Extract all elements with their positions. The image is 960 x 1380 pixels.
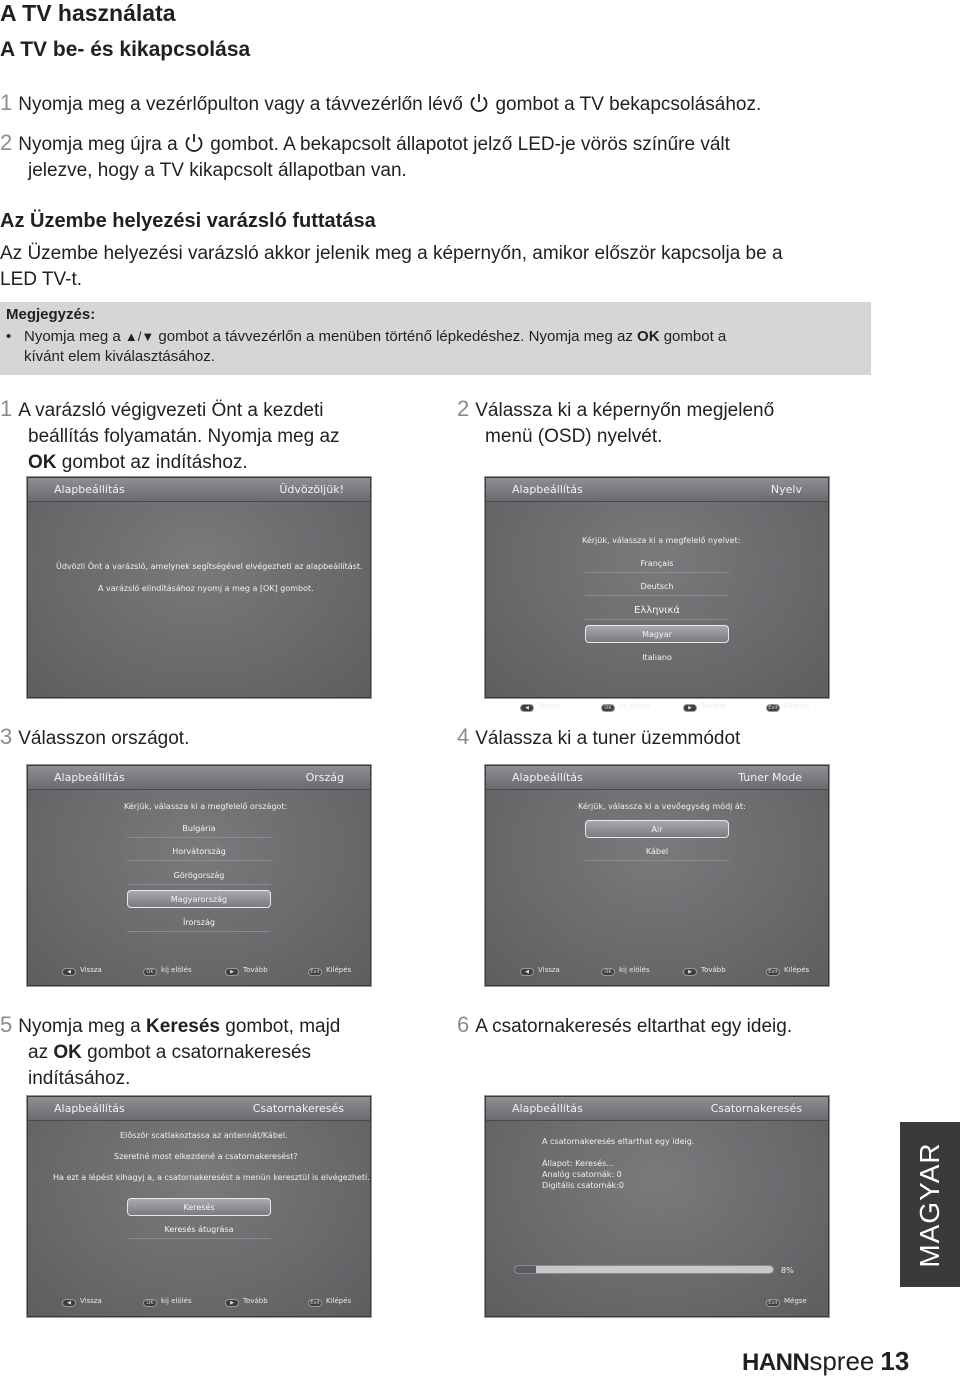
search-option-selected[interactable]: Keresés [127, 1198, 271, 1216]
tuner-option[interactable]: Kábel [585, 843, 729, 861]
osd-language: Alapbeállítás Nyelv Kérjük, válassza ki a megfelelő nyelvet: Français Deutsch Ελληνικά Magyar Italiano ◀ Vissza OK kij elölés ▶ Tovább Exit Kilépés [485, 477, 829, 698]
country-option[interactable]: Horvátország [127, 843, 271, 861]
power-icon [183, 132, 205, 154]
country-option[interactable]: Görögország [127, 867, 271, 885]
country-option[interactable]: Bulgária [127, 820, 271, 838]
onoff-step-1: 1 Nyomja meg a vezérlőpulton vagy a távvezérlőn lévő gombot a TV bekapcsolásához. [0, 90, 762, 115]
wizard-step-1: 1 A varázsló végigvezeti Önt a kezdeti beállítás folyamatán. Nyomja meg az OK gombot az indításhoz. [0, 396, 340, 473]
section-title-onoff: A TV be- és kikapcsolása [0, 38, 251, 61]
wizard-step-2: 2 Válassza ki a képernyőn megjelenő menü (OSD) nyelvét. [457, 396, 775, 447]
language-tab: MAGYAR [900, 1122, 960, 1287]
note-title: Megjegyzés: [6, 306, 96, 323]
osd-channel-search-progress: Alapbeállítás Csatornakeresés A csatornakeresés eltarthat egy ideig. Állapot: Keresés... Analóg csatornák: 0 Digitális csatornák:0 8% Exit Mégse [485, 1096, 829, 1317]
note-box [0, 302, 871, 375]
progress-label: 8% [781, 1266, 794, 1275]
brand-footer: HANNspree 13 [742, 1346, 910, 1376]
wizard-step-3: 3 Válasszon országot. [0, 724, 190, 749]
country-option[interactable]: Írország [127, 914, 271, 932]
skip-search-option[interactable]: Keresés átugrása [127, 1221, 271, 1239]
osd-channel-search-prompt: Alapbeállítás Csatornakeresés Először scatlakoztassa az antennát/Kábel. Szeretné most elkezdené a csatornakeresést? Ha ezt a lépést kihagyj a, a csatornakeresést a menün keresztül is elvégezheti. Keresés Keresés átugrása ◀ Vissza OK kij elölés ▶ Tovább Exit Kilépés [27, 1096, 371, 1317]
osd-tuner-mode: Alapbeállítás Tuner Mode Kérjük, válassza ki a vevőegység módj át: Air Kábel ◀ Vissza OK kij elölés ▶ Tovább Exit Kilépés [485, 765, 829, 986]
wizard-step-4: 4 Válassza ki a tuner üzemmódot [457, 724, 741, 749]
up-down-arrows-icon: ▲/▼ [124, 329, 155, 344]
wizard-step-5: 5 Nyomja meg a Keresés gombot, majd az OK gombot a csatornakeresés indításához. [0, 1012, 341, 1089]
language-option[interactable]: Ελληνικά [585, 602, 729, 620]
onoff-step-2: 2 Nyomja meg újra a gombot. A bekapcsolt állapotot jelző LED-je vörös színűre vált jelezve, hogy a TV kikapcsolt állapotban van. [0, 130, 730, 181]
tuner-option-selected[interactable]: Air [585, 820, 729, 838]
note-text: • Nyomja meg a ▲/▼ gombot a távvezérlőn a menüben történő lépkedéshez. Nyomja meg az OK gombot a kívánt elem kiválasztásához. [6, 327, 865, 367]
osd-welcome: Alapbeállítás Üdvözöljük! Üdvözli Önt a varázsló, amelynek segítségével elvégezheti az alapbeállítást. A varázsló elindításához nyomj a meg a [OK] gombot. [27, 477, 371, 698]
page-title: A TV használata [0, 0, 176, 26]
step-number: 2 [0, 130, 13, 155]
language-option[interactable]: Italiano [642, 653, 672, 662]
country-option-selected[interactable]: Magyarország [127, 890, 271, 908]
brand-logo: HANN [742, 1349, 810, 1376]
language-option[interactable]: Deutsch [585, 578, 729, 596]
section-title-wizard: Az Üzembe helyezési varázsló futtatása [0, 210, 376, 232]
wizard-intro: Az Üzembe helyezési varázsló akkor jelenik meg a képernyőn, amikor először kapcsolja be a LED TV-t. [0, 243, 783, 290]
page-number: 13 [880, 1346, 910, 1376]
search-progress-bar [514, 1265, 774, 1274]
wizard-step-6: 6 A csatornakeresés eltarthat egy ideig. [457, 1012, 793, 1037]
power-icon [468, 92, 490, 114]
osd-country: Alapbeállítás Ország Kérjük, válassza ki a megfelelő országot: Bulgária Horvátország Görögország Magyarország Írország ◀ Vissza OK kij elölés ▶ Tovább Exit Kilépés [27, 765, 371, 986]
language-option[interactable]: Français [585, 555, 729, 573]
progress-fill [515, 1266, 536, 1273]
language-option-selected[interactable]: Magyar [585, 625, 729, 643]
step-number: 1 [0, 90, 13, 115]
